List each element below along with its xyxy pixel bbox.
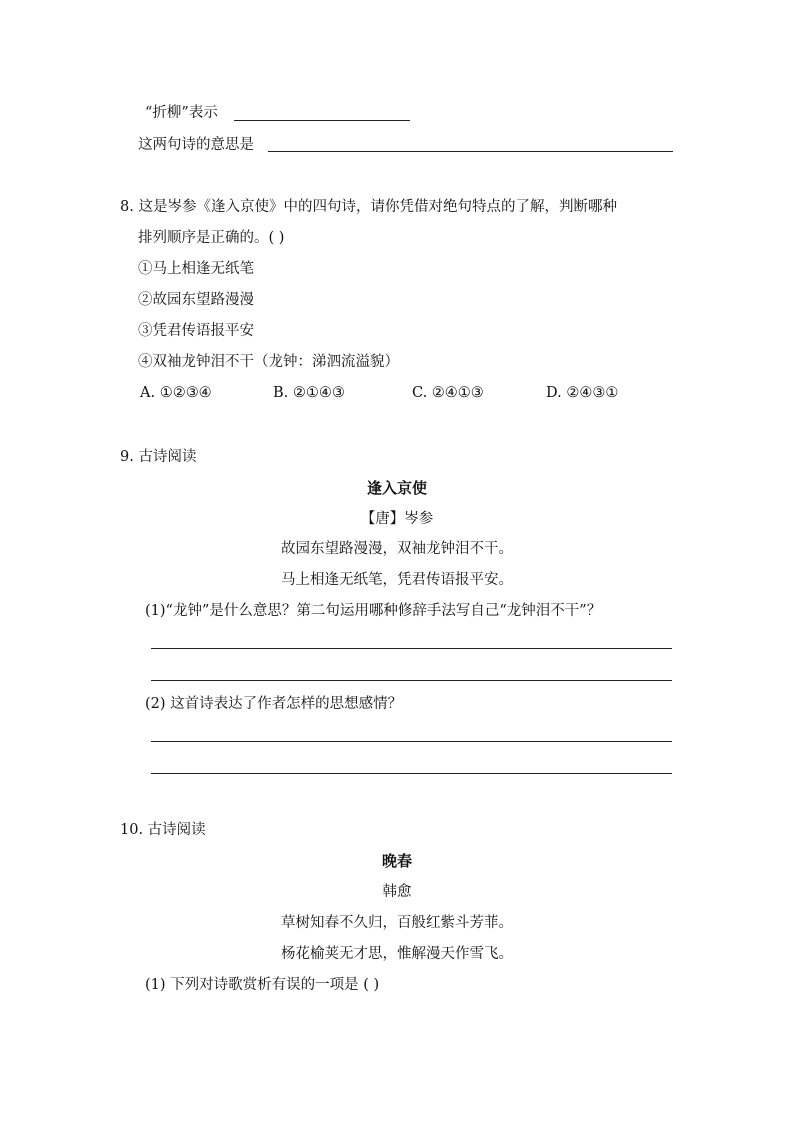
- q8-stem-line2: 排列顺序是正确的。( ): [138, 230, 285, 246]
- q9-sub2: (2) 这首诗表达了作者怎样的思想感情？: [145, 696, 403, 712]
- q8-line-1: ①马上相逢无纸笔: [138, 261, 254, 277]
- q8-option-c[interactable]: C. ②④①③: [412, 385, 484, 401]
- q9-poem-line-2: 马上相逢无纸笔，凭君传语报平安。: [281, 572, 513, 588]
- q8-line-4: ④双袖龙钟泪不干（龙钟：涕泗流溢貌）: [138, 354, 399, 370]
- q9-poem-title: 逢入京使: [366, 479, 427, 497]
- q9-number-label: 9. 古诗阅读: [120, 449, 197, 465]
- q9-sub1: (1)“龙钟”是什么意思？第二句运用哪种修辞手法写自己“龙钟泪不干”？: [145, 603, 602, 619]
- q9-sub1-answer-line-2[interactable]: [151, 680, 672, 681]
- q10-poem-author: 韩愈: [382, 884, 412, 900]
- q8-option-b[interactable]: B. ②①④③: [273, 385, 345, 401]
- q8-stem-line1: 8. 这是岑参《逢入京使》中的四句诗，请你凭借对绝句特点的了解，判断哪种: [120, 199, 617, 215]
- q8-line-3: ③凭君传语报平安: [138, 323, 254, 339]
- q10-number-label: 10. 古诗阅读: [120, 822, 206, 838]
- zheliu-answer-blank[interactable]: [234, 120, 410, 121]
- q9-sub2-answer-line-1[interactable]: [151, 741, 672, 742]
- meaning-label: 这两句诗的意思是: [138, 137, 254, 153]
- q10-poem-line-2: 杨花榆荚无才思，惟解漫天作雪飞。: [281, 946, 513, 962]
- q9-poem-line-1: 故园东望路漫漫，双袖龙钟泪不干。: [281, 541, 513, 557]
- q9-sub1-answer-line-1[interactable]: [151, 648, 672, 649]
- q10-poem-title: 晚春: [381, 852, 412, 870]
- q9-sub2-answer-line-2[interactable]: [151, 773, 672, 774]
- meaning-answer-blank[interactable]: [268, 151, 673, 152]
- q8-option-a[interactable]: A. ①②③④: [140, 385, 212, 401]
- zheliu-label: “折柳”表示: [145, 105, 218, 121]
- q10-poem-line-1: 草树知春不久归，百般红紫斗芳菲。: [281, 915, 513, 931]
- q8-line-2: ②故园东望路漫漫: [138, 292, 254, 308]
- q9-poem-author: 【唐】岑参: [360, 511, 434, 527]
- q10-sub1: (1) 下列对诗歌赏析有误的一项是 ( ): [145, 977, 380, 993]
- q8-option-d[interactable]: D. ②④③①: [546, 385, 619, 401]
